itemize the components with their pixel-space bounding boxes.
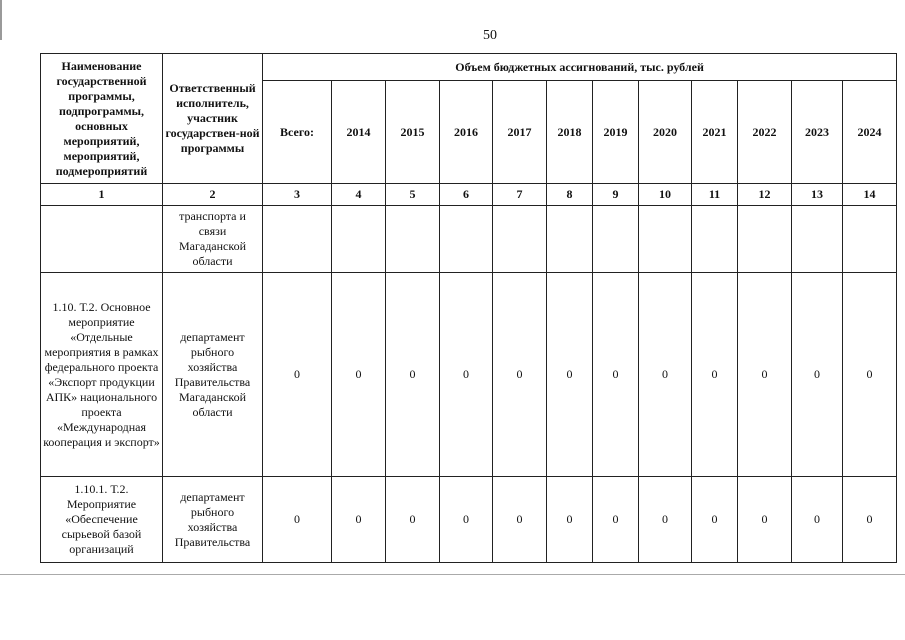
- header-name: Наименование государственной программы, подпрограммы, основных мероприятий, мероприятий, подмероприятий: [41, 54, 163, 184]
- value-cell: 0: [386, 477, 440, 563]
- value-cell: 0: [386, 273, 440, 477]
- row-name: [41, 206, 163, 273]
- column-number: 1: [41, 184, 163, 206]
- header-year: 2016: [440, 81, 493, 184]
- column-number: 7: [493, 184, 547, 206]
- row-name: 1.10.1. Т.2. Мероприятие «Обеспечение сырьевой базой организаций: [41, 477, 163, 563]
- header-year: 2015: [386, 81, 440, 184]
- value-cell: [692, 206, 738, 273]
- column-number-row: [41, 184, 897, 206]
- header-year: 2018: [547, 81, 593, 184]
- value-cell: [332, 206, 386, 273]
- header-year: 2014: [332, 81, 386, 184]
- table-row: [41, 273, 897, 477]
- value-cell: 0: [493, 273, 547, 477]
- header-year: 2020: [639, 81, 692, 184]
- row-responsible: департамент рыбного хозяйства Правительства: [163, 477, 263, 563]
- column-number: 13: [792, 184, 843, 206]
- page-number: 50: [483, 28, 497, 43]
- column-number: 11: [692, 184, 738, 206]
- table-row: [41, 206, 897, 273]
- column-number: 12: [738, 184, 792, 206]
- column-number: 9: [593, 184, 639, 206]
- value-cell: 0: [738, 477, 792, 563]
- value-cell: [792, 206, 843, 273]
- row-name: 1.10. Т.2. Основное мероприятие «Отдельные мероприятия в рамках федерального проекта «Экспорт продукции АПК» национального проекта «Международная кооперация и экспорт»: [41, 273, 163, 477]
- value-cell: 0: [332, 273, 386, 477]
- header-year: 2017: [493, 81, 547, 184]
- value-cell: 0: [692, 273, 738, 477]
- page-bottom-rule: [0, 574, 905, 575]
- column-number: 2: [163, 184, 263, 206]
- value-cell: [440, 206, 493, 273]
- value-cell: 0: [332, 477, 386, 563]
- header-year: 2019: [593, 81, 639, 184]
- header-year: 2024: [843, 81, 897, 184]
- value-cell: [263, 206, 332, 273]
- value-cell: [386, 206, 440, 273]
- header-budget: Объем бюджетных ассигнований, тыс. рублей: [263, 54, 897, 81]
- value-cell: 0: [843, 273, 897, 477]
- value-cell: [547, 206, 593, 273]
- value-cell: 0: [440, 477, 493, 563]
- header-responsible: Ответственный исполнитель, участник государствен-ной программы: [163, 54, 263, 184]
- value-cell: 0: [792, 477, 843, 563]
- value-cell: 0: [547, 477, 593, 563]
- value-cell: [593, 206, 639, 273]
- value-cell: 0: [792, 273, 843, 477]
- value-cell: [843, 206, 897, 273]
- value-cell: 0: [493, 477, 547, 563]
- scan-edge-mark: [0, 0, 2, 40]
- value-cell: 0: [738, 273, 792, 477]
- value-cell: 0: [593, 477, 639, 563]
- column-number: 5: [386, 184, 440, 206]
- row-responsible: транспорта и связи Магаданской области: [163, 206, 263, 273]
- value-cell: 0: [843, 477, 897, 563]
- value-cell: [639, 206, 692, 273]
- header-year: 2021: [692, 81, 738, 184]
- header-year: 2023: [792, 81, 843, 184]
- table-row: [41, 477, 897, 563]
- value-cell: 0: [440, 273, 493, 477]
- value-cell: 0: [593, 273, 639, 477]
- value-cell: [493, 206, 547, 273]
- value-cell: 0: [639, 477, 692, 563]
- value-cell: [738, 206, 792, 273]
- column-number: 6: [440, 184, 493, 206]
- column-number: 3: [263, 184, 332, 206]
- column-number: 8: [547, 184, 593, 206]
- value-cell: 0: [692, 477, 738, 563]
- header-total: Всего:: [263, 81, 332, 184]
- value-cell: 0: [263, 273, 332, 477]
- column-number: 14: [843, 184, 897, 206]
- value-cell: 0: [547, 273, 593, 477]
- header-year: 2022: [738, 81, 792, 184]
- row-responsible: департамент рыбного хозяйства Правительства Магаданской области: [163, 273, 263, 477]
- column-number: 4: [332, 184, 386, 206]
- value-cell: 0: [263, 477, 332, 563]
- value-cell: 0: [639, 273, 692, 477]
- budget-table: [40, 53, 897, 563]
- column-number: 10: [639, 184, 692, 206]
